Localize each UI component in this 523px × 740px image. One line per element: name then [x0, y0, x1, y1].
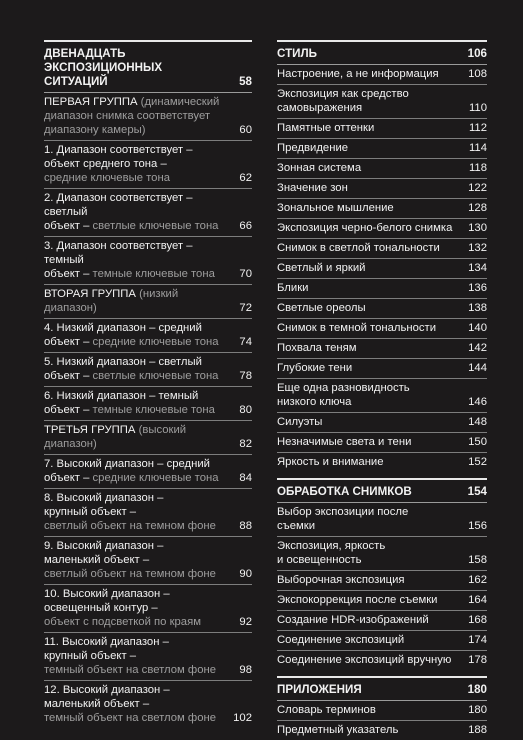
toc-entry-page-number: 130 — [468, 222, 487, 234]
toc-entry-title — [277, 361, 465, 375]
toc-entry-title — [277, 221, 465, 235]
toc-entry[interactable] — [277, 339, 487, 358]
toc-entry-page-number: 70 — [239, 268, 252, 280]
toc-entry-page-number: 98 — [239, 664, 252, 676]
entry-subtext: средние ключевые тона — [92, 472, 219, 484]
toc-entry-title — [44, 587, 230, 629]
toc-entry-page-number: 80 — [239, 404, 252, 416]
toc-entry[interactable] — [44, 285, 252, 318]
toc-entry[interactable] — [277, 433, 487, 452]
toc-entry-page-number: 168 — [468, 614, 487, 626]
toc-entry[interactable] — [277, 571, 487, 590]
toc-entry-line: Значение зон — [277, 182, 348, 194]
toc-entry-page-number: 114 — [468, 142, 487, 154]
toc-entry[interactable] — [277, 453, 487, 472]
toc-entry[interactable] — [277, 279, 487, 298]
toc-entry-title — [277, 181, 465, 195]
toc-entry-line: Светлые ореолы — [277, 302, 366, 314]
toc-entry-title — [44, 423, 230, 451]
section-title: ПРИЛОЖЕНИЯ — [277, 683, 362, 696]
entry-subtext: темные ключевые тона — [92, 268, 215, 280]
toc-entry-title — [44, 287, 230, 315]
toc-entry[interactable] — [44, 633, 252, 680]
toc-entry-title — [44, 239, 230, 281]
toc-entry-page-number: 146 — [468, 396, 487, 408]
toc-entry[interactable] — [277, 179, 487, 198]
toc-entry[interactable] — [277, 119, 487, 138]
toc-entry-line — [44, 267, 226, 281]
section-page-number: 180 — [467, 683, 487, 696]
toc-entry-line: Выбор экспозиции после — [277, 506, 409, 518]
entry-text: объект – — [44, 472, 93, 484]
toc-entry[interactable] — [277, 299, 487, 318]
toc-entry[interactable] — [277, 503, 487, 536]
toc-entry-line: Снимок в темной тональности — [277, 322, 437, 334]
toc-entry-line: Похвала теням — [277, 342, 357, 354]
section-page-number: 154 — [467, 485, 487, 498]
entry-text: 5. Низкий диапазон – светлый — [44, 356, 202, 368]
toc-entry-page-number: 188 — [468, 724, 487, 736]
toc-entry-page-number: 110 — [468, 102, 487, 114]
toc-entry-line: Экспозиция как средство — [277, 88, 409, 100]
toc-entry-line: Зонная система — [277, 162, 362, 174]
toc-entry-title — [277, 201, 465, 215]
toc-entry-page-number: 180 — [468, 704, 487, 716]
toc-entry-line — [44, 403, 226, 417]
toc-entry-line — [44, 95, 226, 109]
toc-entry-page-number: 88 — [239, 520, 252, 532]
entry-text: объект – — [44, 268, 93, 280]
toc-entry-page-number: 128 — [468, 202, 487, 214]
toc-entry-line — [44, 109, 226, 123]
section-heading[interactable] — [44, 42, 252, 92]
entry-text: объект – — [44, 220, 93, 232]
toc-entry[interactable] — [44, 681, 252, 728]
entry-subtext: объект с подсветкой по краям — [44, 616, 201, 628]
toc-entry-title — [277, 381, 465, 409]
toc-entry-page-number: 174 — [468, 634, 487, 646]
toc-entry-title — [44, 491, 230, 533]
toc-entry-line — [44, 697, 226, 711]
toc-entry-line — [44, 423, 226, 451]
entry-subtext: средние ключевые тона — [44, 172, 170, 184]
toc-entry[interactable] — [277, 379, 487, 412]
toc-entry-line — [44, 157, 226, 171]
toc-entry-title — [277, 121, 465, 135]
entry-subtext: диапазону камеры) — [44, 124, 146, 136]
toc-entry-line: Настроение, а не информация — [277, 68, 439, 80]
toc-entry[interactable] — [277, 139, 487, 158]
entry-subtext: светлые ключевые тона — [92, 370, 219, 382]
toc-entry-page-number: 66 — [239, 220, 252, 232]
entry-text: ВТОРАЯ ГРУППА — [44, 288, 136, 300]
toc-entry-page-number: 74 — [239, 336, 252, 348]
toc-entry-line — [44, 711, 226, 725]
toc-entry-line: Экспокоррекция после съемки — [277, 594, 438, 606]
toc-entry-title — [277, 455, 465, 469]
toc-entry-title — [277, 573, 465, 587]
toc-entry-line: Создание HDR-изображений — [277, 614, 429, 626]
toc-entry-page-number: 164 — [468, 594, 487, 606]
toc-entry-title — [277, 261, 465, 275]
toc-entry-page-number: 138 — [468, 302, 487, 314]
toc-entry-page-number: 134 — [468, 262, 487, 274]
toc-entry-line: Экспозиция, яркость — [277, 540, 386, 552]
toc-entry-page-number: 82 — [239, 438, 252, 450]
toc-entry-title — [277, 321, 465, 335]
toc-entry[interactable] — [277, 359, 487, 378]
toc-entry-title — [277, 613, 465, 627]
toc-entry-line — [44, 567, 226, 581]
entry-subtext: темный объект на светлом фоне — [44, 664, 217, 676]
section-heading[interactable] — [277, 678, 487, 700]
toc-entry-line — [44, 457, 226, 471]
toc-entry-title — [44, 143, 230, 185]
toc-entry-page-number: 108 — [468, 68, 487, 80]
toc-entry-title — [277, 703, 465, 717]
toc-entry-line: низкого ключа — [277, 396, 352, 408]
toc-entry-title — [277, 87, 465, 115]
toc-entry-page-number: 78 — [239, 370, 252, 382]
toc-entry[interactable] — [277, 199, 487, 218]
toc-entry-line: Зональное мышление — [277, 202, 394, 214]
toc-entry-title — [277, 415, 465, 429]
toc-entry[interactable] — [277, 319, 487, 338]
toc-entry-line — [44, 683, 226, 697]
toc-entry[interactable] — [44, 93, 252, 140]
toc-entry-line — [44, 471, 226, 485]
toc-entry-page-number: 122 — [468, 182, 487, 194]
toc-entry-line: Еще одна разновидность — [277, 382, 410, 394]
toc-entry-line: Памятные оттенки — [277, 122, 375, 134]
toc-entry-line: Предметный указатель — [277, 724, 399, 736]
entry-subtext: светлый объект на темном фоне — [44, 520, 216, 532]
entry-text: объект – — [44, 336, 93, 348]
toc-entry-page-number: 92 — [239, 616, 252, 628]
toc-entry-list — [44, 93, 252, 728]
toc-entry-line — [44, 239, 226, 267]
toc-entry-title — [44, 389, 230, 417]
toc-entry-title — [277, 633, 465, 647]
toc-entry-line — [44, 601, 226, 615]
toc-entry[interactable] — [277, 701, 487, 720]
toc-entry-title — [44, 355, 230, 383]
section-heading[interactable] — [277, 42, 487, 64]
toc-entry[interactable] — [277, 651, 487, 670]
toc-entry[interactable] — [277, 413, 487, 432]
entry-text: 7. Высокий диапазон – средний — [44, 458, 210, 470]
toc-entry-page-number: 148 — [468, 416, 487, 428]
toc-entry-page-number: 62 — [239, 172, 252, 184]
toc-entry-title — [277, 653, 465, 667]
toc-entry[interactable] — [44, 489, 252, 536]
toc-entry-page-number: 136 — [468, 282, 487, 294]
toc-entry[interactable] — [44, 141, 252, 188]
toc-entry-line: Экспозиция черно-белого снимка — [277, 222, 453, 234]
entry-text: объект – — [44, 370, 93, 382]
entry-text: 6. Низкий диапазон – темный — [44, 390, 199, 402]
toc-entry-line — [44, 171, 226, 185]
toc-entry-line: Словарь терминов — [277, 704, 376, 716]
entry-subtext: (низкий диапазон) — [44, 288, 179, 314]
toc-entry-line: Незначимые света и тени — [277, 436, 412, 448]
toc-entry[interactable] — [277, 611, 487, 630]
entry-text: 8. Высокий диапазон – — [44, 492, 164, 504]
toc-entry[interactable] — [277, 591, 487, 610]
entry-text: ПЕРВАЯ ГРУППА — [44, 96, 138, 108]
toc-entry-page-number: 150 — [468, 436, 487, 448]
section-title — [44, 47, 228, 89]
toc-entry-title — [277, 435, 465, 449]
section-title-line: ЭКСПОЗИЦИОННЫХ СИТУАЦИЙ — [44, 61, 163, 88]
toc-entry-page-number: 84 — [239, 472, 252, 484]
entry-text: объект среднего тона – — [44, 158, 167, 170]
entry-text: ТРЕТЬЯ ГРУППА — [44, 424, 136, 436]
toc-entry-title — [277, 341, 465, 355]
toc-entry-page-number: 156 — [468, 520, 487, 532]
toc-left-column — [44, 40, 252, 728]
toc-entry-title — [44, 95, 230, 137]
toc-entry[interactable] — [277, 219, 487, 238]
toc-entry[interactable] — [277, 85, 487, 118]
toc-entry-page-number: 90 — [239, 568, 252, 580]
toc-entry[interactable] — [277, 631, 487, 650]
section-page-number: 106 — [467, 47, 487, 60]
toc-entry-line: и освещенность — [277, 554, 362, 566]
entry-text: 1. Диапазон соответствует – — [44, 144, 193, 156]
section-heading[interactable] — [277, 480, 487, 502]
toc-entry[interactable] — [44, 237, 252, 284]
toc-entry-page-number: 158 — [468, 554, 487, 566]
toc-right-column — [277, 40, 487, 740]
entry-subtext: (высокий диапазон) — [44, 424, 187, 450]
toc-entry-title — [44, 321, 230, 349]
toc-entry-line — [44, 553, 226, 567]
entry-subtext: темный объект на светлом фоне — [44, 712, 217, 724]
entry-subtext: (динамический — [137, 96, 220, 108]
toc-entry-line: съемки — [277, 520, 316, 532]
toc-entry-title — [44, 457, 230, 485]
toc-entry-title — [277, 241, 465, 255]
toc-entry-page-number: 112 — [468, 122, 487, 134]
toc-entry-line — [44, 635, 226, 649]
toc-entry-line — [44, 355, 226, 369]
entry-text: 2. Диапазон соответствует – светлый — [44, 192, 193, 218]
toc-entry-page-number: 178 — [468, 654, 487, 666]
toc-entry-title — [44, 683, 230, 725]
toc-entry-title — [277, 161, 465, 175]
toc-entry-line — [44, 123, 226, 137]
toc-entry[interactable] — [44, 455, 252, 488]
toc-entry[interactable] — [44, 585, 252, 632]
entry-text: маленький объект – — [44, 554, 150, 566]
entry-subtext: диапазон снимка соответствует — [44, 110, 211, 122]
toc-entry-title — [277, 141, 465, 155]
entry-text: крупный объект – — [44, 506, 137, 518]
toc-entry-title — [44, 191, 230, 233]
entry-text: маленький объект – — [44, 698, 150, 710]
toc-entry-line — [44, 519, 226, 533]
toc-entry-line — [44, 335, 226, 349]
toc-entry-page-number: 144 — [468, 362, 487, 374]
toc-entry[interactable] — [277, 537, 487, 570]
toc-entry-page-number: 72 — [239, 302, 252, 314]
toc-entry[interactable] — [277, 259, 487, 278]
toc-entry-title — [277, 539, 465, 567]
toc-entry[interactable] — [44, 421, 252, 454]
section-title: СТИЛЬ — [277, 47, 317, 60]
toc-entry-line — [44, 649, 226, 663]
toc-entry-line — [44, 505, 226, 519]
entry-subtext: светлые ключевые тона — [92, 220, 219, 232]
toc-entry[interactable] — [277, 65, 487, 84]
toc-entry-title — [44, 539, 230, 581]
toc-entry[interactable] — [44, 537, 252, 584]
toc-entry[interactable] — [44, 189, 252, 236]
toc-entry[interactable] — [44, 319, 252, 352]
toc-entry-title — [277, 301, 465, 315]
toc-entry-title — [277, 281, 465, 295]
toc-entry-title — [44, 635, 230, 677]
entry-text: 11. Высокий диапазон – — [44, 636, 169, 648]
toc-entry-line: Блики — [277, 282, 309, 294]
toc-entry-page-number: 102 — [233, 712, 252, 724]
toc-entry-line: Выборочная экспозиция — [277, 574, 405, 586]
toc-entry-title — [277, 505, 465, 533]
toc-entry-line: Светлый и яркий — [277, 262, 366, 274]
toc-entry-line — [44, 491, 226, 505]
toc-entry-line — [44, 287, 226, 315]
section-title-line: ДВЕНАДЦАТЬ — [44, 47, 126, 60]
toc-entry-line: самовыражения — [277, 102, 363, 114]
entry-text: 10. Высокий диапазон – — [44, 588, 170, 600]
entry-text: 9. Высокий диапазон – — [44, 540, 164, 552]
toc-entry-line — [44, 321, 226, 335]
toc-entry-title — [277, 593, 465, 607]
toc-entry-line — [44, 663, 226, 677]
entry-text: объект – — [44, 404, 93, 416]
entry-subtext: темные ключевые тона — [92, 404, 215, 416]
toc-entry-line: Глубокие тени — [277, 362, 353, 374]
entry-subtext: светлый объект на темном фоне — [44, 568, 216, 580]
entry-text: 4. Низкий диапазон – средний — [44, 322, 202, 334]
toc-entry-page-number: 132 — [468, 242, 487, 254]
toc-entry-page-number: 60 — [239, 124, 252, 136]
section-title: ОБРАБОТКА СНИМКОВ — [277, 485, 412, 498]
toc-entry-line — [44, 539, 226, 553]
section-page-number: 58 — [239, 75, 252, 88]
toc-entry[interactable] — [44, 387, 252, 420]
toc-entry-line — [44, 369, 226, 383]
entry-text: 3. Диапазон соответствует – темный — [44, 240, 193, 266]
toc-entry-page-number: 152 — [468, 456, 487, 468]
toc-entry[interactable] — [277, 239, 487, 258]
entry-text: 12. Высокий диапазон – — [44, 684, 170, 696]
toc-entry-line: Яркость и внимание — [277, 456, 384, 468]
toc-entry[interactable] — [277, 159, 487, 178]
toc-entry-page-number: 142 — [468, 342, 487, 354]
toc-entry-line: Снимок в светлой тональности — [277, 242, 440, 254]
toc-entry-line — [44, 219, 226, 233]
toc-entry[interactable] — [44, 353, 252, 386]
toc-entry-line — [44, 191, 226, 219]
toc-entry-line — [44, 587, 226, 601]
toc-entry-line — [44, 389, 226, 403]
toc-entry-line — [44, 615, 226, 629]
toc-entry-line: Силуэты — [277, 416, 323, 428]
toc-entry-title — [277, 723, 465, 737]
toc-entry-line: Соединение экспозиций вручную — [277, 654, 452, 666]
entry-text: крупный объект – — [44, 650, 137, 662]
entry-subtext: средние ключевые тона — [92, 336, 219, 348]
toc-entry-page-number: 140 — [468, 322, 487, 334]
toc-entry[interactable] — [277, 721, 487, 740]
toc-entry-title — [277, 67, 465, 81]
toc-entry-line: Предвидение — [277, 142, 349, 154]
toc-entry-line: Соединение экспозиций — [277, 634, 405, 646]
entry-text: освещенный контур – — [44, 602, 158, 614]
toc-entry-page-number: 118 — [468, 162, 487, 174]
toc-entry-line — [44, 143, 226, 157]
toc-entry-page-number: 162 — [468, 574, 487, 586]
